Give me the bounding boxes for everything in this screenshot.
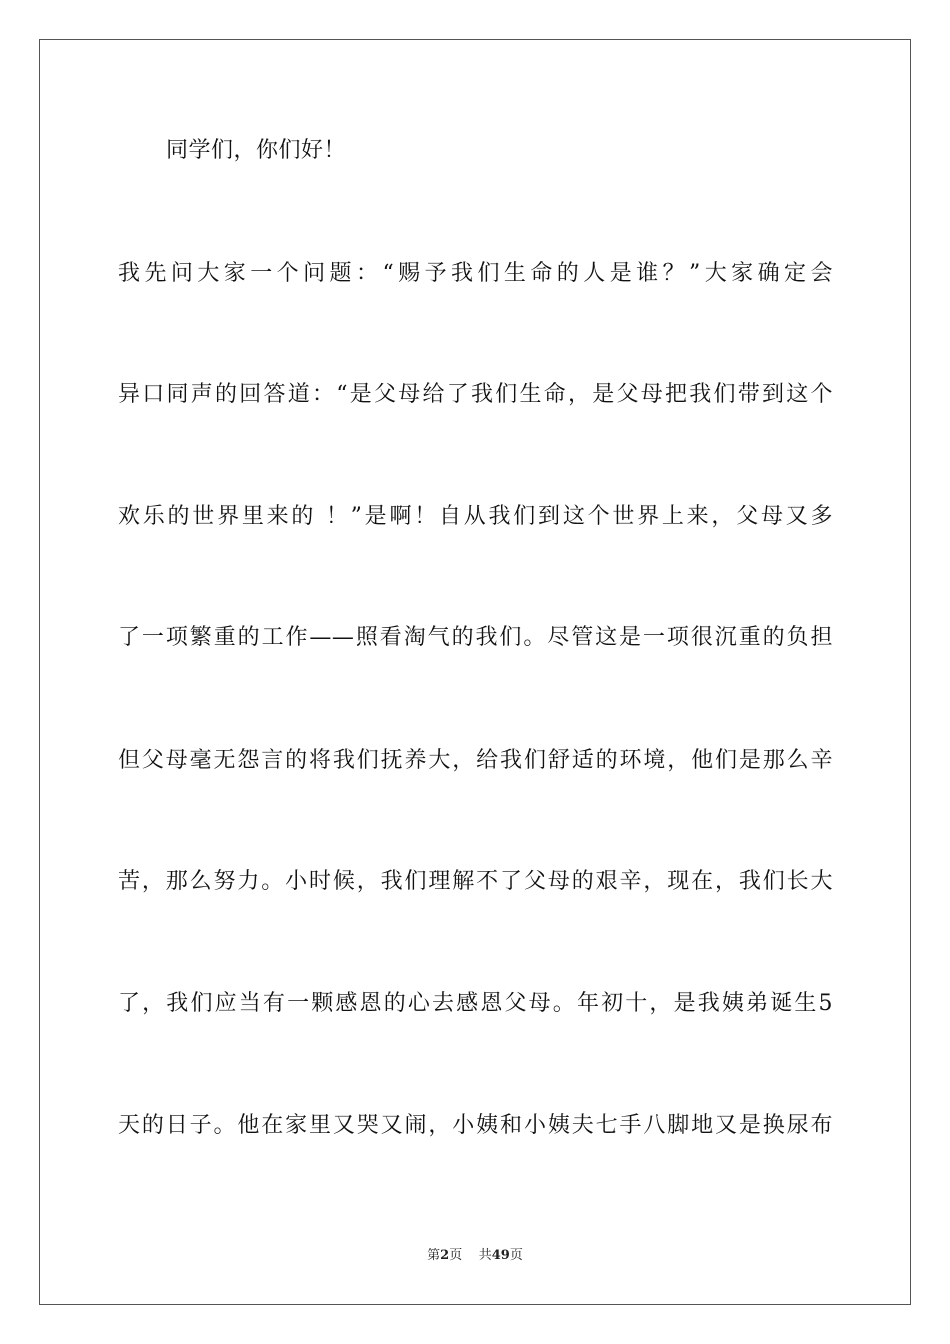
footer-page-prefix: 第 (427, 1248, 441, 1263)
page-footer (0, 1246, 950, 1266)
footer-total-number: 49 (491, 1248, 510, 1263)
body-line-5: 但父母毫无怨言的将我们抚养大，给我们舒适的环境，他们是那么辛 (118, 748, 833, 773)
body-line-1: 我先问大家一个问题：“赐予我们生命的人是谁？”大家确定会 (118, 261, 833, 286)
footer-total-suffix: 页 (509, 1248, 523, 1263)
greeting-line: 同学们，你们好！ (166, 138, 347, 163)
body-line-6: 苦，那么努力。小时候，我们理解不了父母的艰辛，现在，我们长大 (118, 869, 833, 894)
body-line-8: 天的日子。他在家里又哭又闹，小姨和小姨夫七手八脚地又是换尿布 (118, 1113, 833, 1138)
body-line-2: 异口同声的回答道：“是父母给了我们生命，是父母把我们带到这个 (118, 382, 833, 407)
body-line-7: 了，我们应当有一颗感恩的心去感恩父母。年初十，是我姨弟诞生5 (118, 991, 833, 1016)
footer-page-suffix: 页 (449, 1248, 463, 1263)
footer-total-prefix: 共 (478, 1248, 492, 1263)
footer-page-number: 2 (440, 1248, 450, 1263)
body-line-4: 了一项繁重的工作——照看淘气的我们。尽管这是一项很沉重的负担 (118, 625, 833, 650)
body-line-3: 欢乐的世界里来的 ！”是啊！自从我们到这个世界上来，父母又多 (118, 504, 833, 529)
